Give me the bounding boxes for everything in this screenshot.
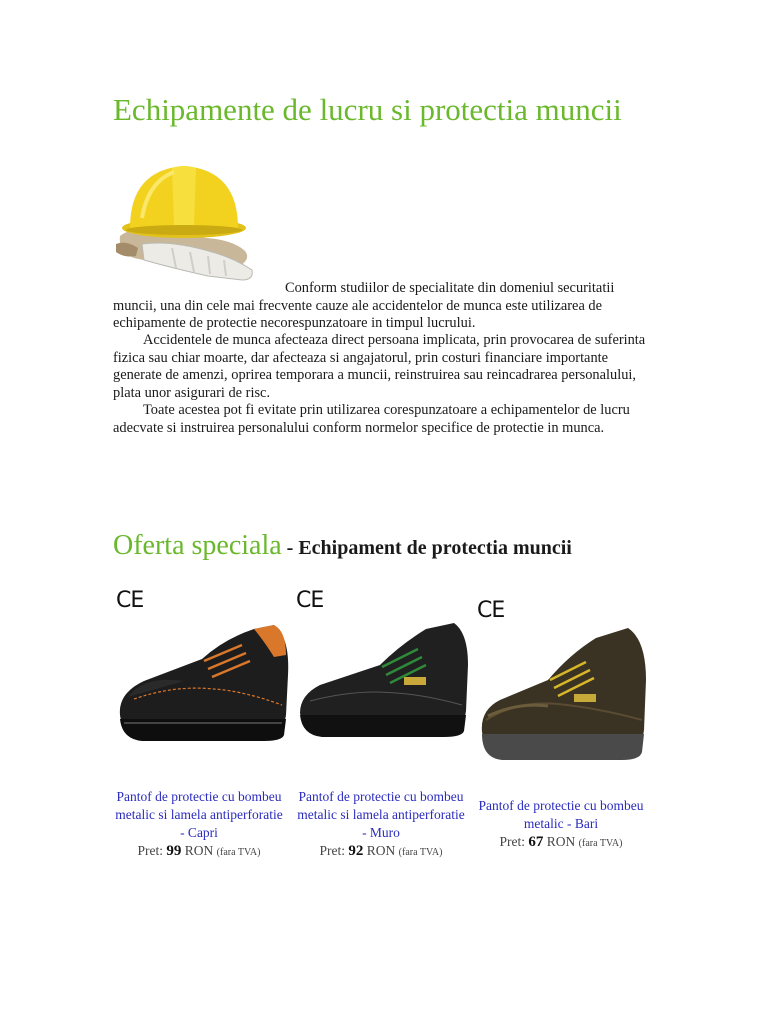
product-caption-capri: [114, 788, 284, 862]
product-price-muro: [296, 842, 466, 862]
ce-mark-icon: CE: [116, 588, 144, 613]
product-link-capri[interactable]: Pantof de protectie cu bombeu metalic si lamela antiperforatie - Capri: [115, 789, 283, 840]
helmet-gloves-image: [112, 148, 257, 288]
ce-mark-icon: CE: [296, 588, 324, 613]
price-label: Pret:: [499, 834, 526, 849]
price-label: Pret:: [319, 843, 346, 858]
product-price-bari: [476, 833, 646, 853]
offer-heading: [113, 530, 572, 562]
intro-paragraph-3: Toate acestea pot fi evitate prin utilizarea corespunzatoare a echipamentelor de lucru adecvate si instruirea personalului conform normelor specifice de protectie in munca.: [113, 402, 630, 436]
intro-rest-text: muncii, una din cele mai frecvente cauze ale accidentelor de munca este utilizarea de echipamente de protectie necorespunzatoare in timpul lucrului.: [113, 297, 603, 331]
product-caption-muro: [296, 788, 466, 862]
offer-title-black: Echipament de protectia muncii: [298, 537, 572, 559]
price-currency: RON: [366, 843, 396, 858]
product-price-capri: [114, 842, 284, 862]
page-title: Echipamente de lucru si protectia muncii: [113, 92, 622, 127]
offer-title-dash: -: [281, 537, 299, 559]
price-currency: RON: [546, 834, 576, 849]
price-vat-note: (fara TVA): [398, 847, 443, 858]
product-link-bari[interactable]: Pantof de protectie cu bombeu metalic - Bari: [478, 798, 644, 831]
price-value: 67: [528, 834, 544, 850]
ce-mark-icon: CE: [477, 598, 505, 623]
intro-paragraph-2: Accidentele de munca afecteaza direct persoana implicata, prin provocarea de suferinta fizica sau chiar moarte, dar afecteaza si angajatorul, prin costuri financiare importante generate de amenzi, oprirea temporara a muncii, reinstruirea sau reincadrarea personalului, plata unor asigurari de risc.: [113, 332, 646, 401]
offer-title-green: Oferta speciala: [113, 530, 282, 561]
price-currency: RON: [184, 843, 214, 858]
price-value: 99: [166, 843, 182, 859]
price-vat-note: (fara TVA): [216, 847, 261, 858]
product-caption-bari: [476, 797, 646, 853]
shoe-image-capri[interactable]: [114, 615, 292, 745]
price-label: Pret:: [137, 843, 164, 858]
shoe-image-bari[interactable]: [478, 620, 654, 770]
product-link-muro[interactable]: Pantof de protectie cu bombeu metalic si lamela antiperforatie - Muro: [297, 789, 465, 840]
price-value: 92: [348, 843, 364, 859]
price-vat-note: (fara TVA): [578, 838, 623, 849]
intro-lead-text: Conform studiilor de specialitate din domeniul securitatii: [285, 280, 615, 296]
intro-paragraph-1: [113, 280, 658, 333]
shoe-image-muro[interactable]: [296, 615, 472, 745]
